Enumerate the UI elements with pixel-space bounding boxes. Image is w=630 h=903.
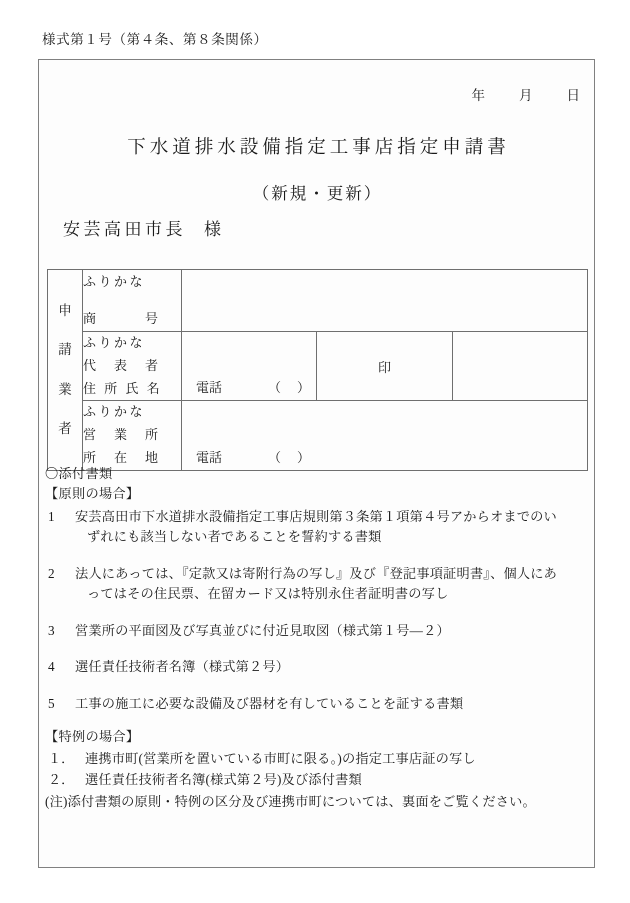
attachment-number-1: 1 — [48, 508, 55, 524]
attachment-text-1-line1: 安芸高田市下水道排水設備指定工事店規則第３条第１項第４号アからオまでのい — [75, 508, 557, 524]
form-sheet-border — [38, 59, 595, 868]
document-title: 下水道排水設備指定工事店指定申請書 — [127, 138, 510, 158]
applicant-info-table — [47, 269, 588, 471]
special-item-2 — [45, 770, 590, 790]
special-number-1: １． — [48, 750, 75, 766]
addressee-honorific: 様 — [204, 220, 225, 239]
tel-label-2: 電話 — [196, 449, 223, 465]
trade-name-entry-field[interactable] — [182, 270, 588, 332]
tel-paren-open-1: （ — [268, 380, 298, 396]
office-entry-field[interactable] — [182, 401, 588, 470]
special-case-heading: 【特例の場合】 — [45, 729, 140, 745]
date-entry-line — [472, 84, 581, 104]
special-text-2: 選任責任技術者名簿(様式第２号)及び添付書類 — [85, 771, 362, 787]
attachment-text-2-line1: 法人にあっては、『定款又は寄附行為の写し』及び『登記事項証明書』、個人にあ — [75, 565, 558, 581]
form-number: 様式第１号（第４条、第８条関係） — [42, 32, 268, 47]
vertical-label-char-3: 業 — [58, 381, 72, 397]
vertical-label-char-1: 申 — [58, 302, 72, 318]
attachment-number-4: 4 — [48, 659, 55, 675]
representative-label: 代 表 者 — [83, 357, 161, 373]
attachment-item-4 — [45, 657, 590, 677]
attachment-item-3 — [45, 621, 590, 641]
seal-adjacent-cell[interactable] — [452, 332, 587, 401]
addressee-name: 安芸高田市長 — [63, 220, 186, 239]
attachments-section — [45, 464, 590, 813]
applicant-vertical-label — [48, 270, 83, 471]
office-address-label: 所 在 地 — [83, 449, 161, 465]
representative-address-name-label: 住 所 氏 名 — [83, 380, 163, 396]
attachment-text-2 — [75, 564, 590, 605]
office-tel-line — [196, 447, 310, 466]
tel-paren-open-2: （ — [268, 449, 298, 465]
table-row-trade-name — [48, 270, 588, 332]
attachment-text-1 — [75, 507, 590, 548]
tel-label-1: 電話 — [196, 380, 223, 396]
furigana-label-1: ふりかな — [83, 273, 146, 289]
date-day-label: 日 — [566, 88, 580, 103]
attachment-item-2 — [45, 564, 590, 605]
attachments-note: (注)添付書類の原則・特例の区分及び連携市町については、裏面をご覧ください。 — [45, 794, 536, 810]
row-label-trade-name — [83, 270, 182, 332]
attachments-heading: 〇添付書類 — [45, 466, 113, 481]
vertical-label-char-4: 者 — [58, 421, 72, 437]
representative-entry-field[interactable] — [182, 332, 317, 401]
special-text-1: 連携市町(営業所を置いている市町に限る。)の指定工事店証の写し — [85, 750, 476, 766]
attachment-number-5: 5 — [48, 695, 55, 711]
document-subtitle: （新規・更新） — [252, 184, 383, 203]
principle-case-heading: 【原則の場合】 — [45, 486, 140, 502]
furigana-label-3: ふりかな — [83, 404, 146, 420]
attachment-text-3: 営業所の平面図及び写真並びに付近見取図（様式第１号―２） — [75, 622, 450, 638]
tel-paren-close-2: ） — [297, 449, 311, 465]
vertical-label-char-2: 請 — [58, 342, 72, 358]
furigana-label-2: ふりかな — [83, 335, 146, 350]
representative-tel-line — [196, 377, 310, 396]
row-label-office — [83, 401, 182, 470]
attachment-item-5 — [45, 694, 590, 714]
attachment-text-2-line2: ってはその住民票、在留カード又は特別永住者証明書の写し — [87, 586, 449, 602]
addressee — [63, 215, 225, 240]
attachment-text-4: 選任責任技術者名簿（様式第２号） — [75, 659, 290, 675]
special-number-2: ２． — [48, 771, 75, 787]
attachment-item-1 — [45, 507, 590, 548]
special-item-1 — [45, 749, 590, 769]
date-month-label: 月 — [519, 88, 533, 103]
row-label-representative — [83, 332, 182, 401]
attachment-text-1-line2: ずれにも該当しない者であることを誓約する書類 — [87, 529, 382, 545]
attachment-number-2: 2 — [48, 565, 55, 581]
office-label: 営 業 所 — [83, 427, 161, 442]
trade-name-label: 商 号 — [83, 310, 161, 326]
attachment-text-5: 工事の施工に必要な設備及び器材を有していることを証する書類 — [75, 695, 464, 711]
tel-paren-close-1: ） — [297, 380, 311, 396]
table-row-office-location — [48, 401, 588, 470]
seal-mark-cell[interactable]: 印 — [317, 332, 452, 401]
attachment-number-3: 3 — [48, 622, 55, 638]
date-year-label: 年 — [471, 88, 485, 103]
table-row-representative — [48, 332, 588, 401]
